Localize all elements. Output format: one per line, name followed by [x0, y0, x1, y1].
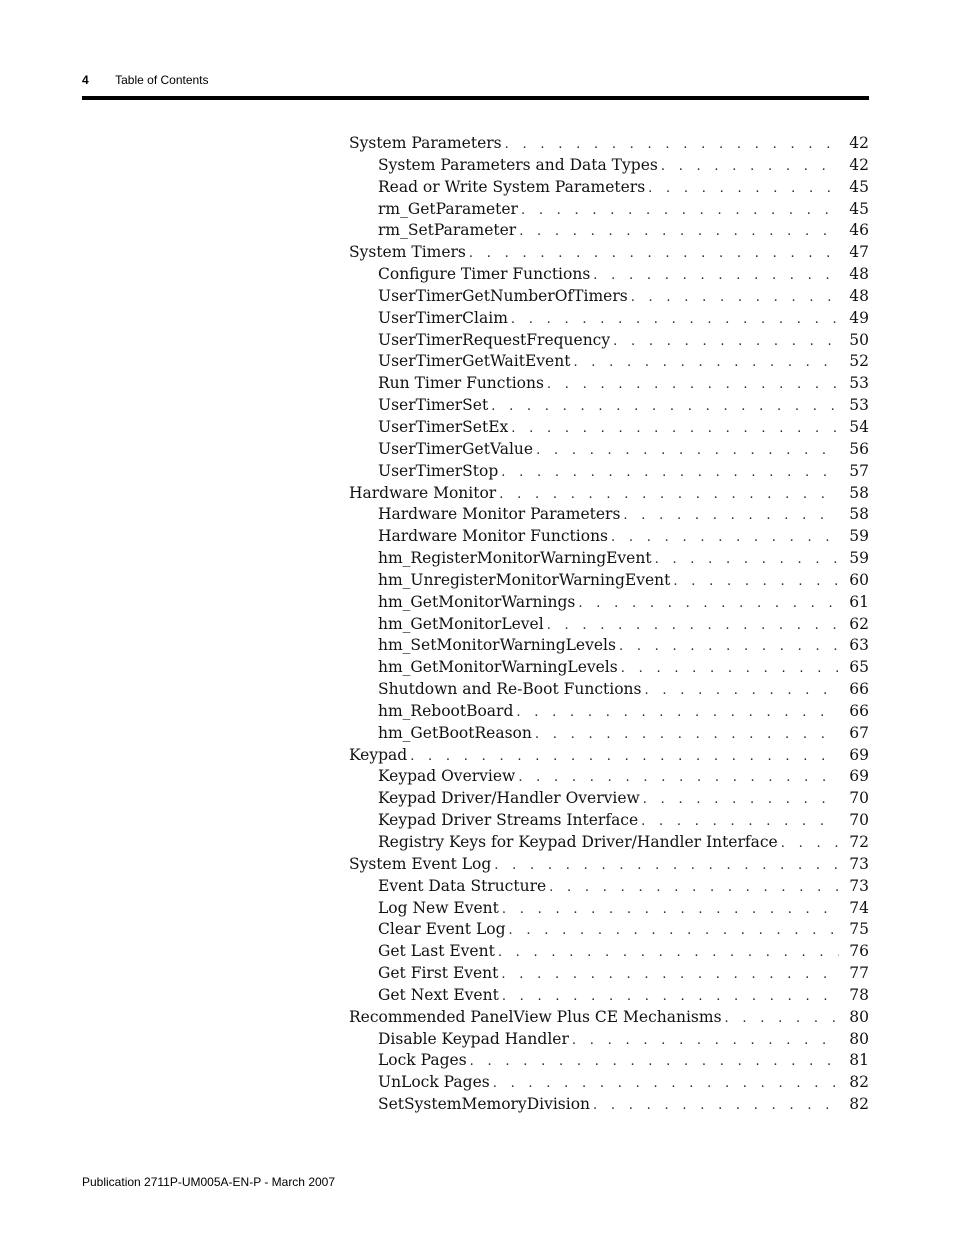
toc-subsection-entry[interactable]	[349, 1051, 869, 1073]
toc-entry-title: System Parameters	[349, 134, 502, 152]
toc-subsection-entry[interactable]	[349, 462, 869, 484]
toc-entry-page: 76	[849, 942, 869, 961]
toc-section-entry[interactable]	[349, 134, 869, 156]
toc-entry-title: Get Next Event	[378, 985, 499, 1004]
toc-entry-page: 69	[849, 745, 869, 764]
dot-leader	[593, 1098, 839, 1113]
page-number: 4	[82, 73, 89, 87]
dot-leader	[519, 224, 839, 239]
toc-subsection-entry[interactable]	[349, 396, 869, 418]
toc-entry-page: 81	[849, 1051, 869, 1070]
toc-entry-page: 72	[849, 833, 869, 851]
dot-leader	[644, 683, 839, 698]
dot-leader	[611, 530, 839, 545]
toc-entry-title: Clear Event Log	[378, 920, 506, 939]
dot-leader	[470, 1054, 839, 1069]
toc-subsection-entry[interactable]	[349, 920, 869, 942]
toc-section-entry[interactable]	[349, 746, 869, 768]
toc-entry-title: Registry Keys for Keypad Driver/Handler Interface	[378, 833, 778, 851]
publication-footer: Publication 2711P-UM005A-EN-P - March 2007	[82, 1175, 336, 1189]
toc-entry-title: Disable Keypad Handler	[378, 1029, 569, 1048]
toc-entry-page: 48	[849, 286, 869, 305]
toc-subsection-entry[interactable]	[349, 178, 869, 200]
toc-subsection-entry[interactable]	[349, 899, 869, 921]
dot-leader	[536, 443, 839, 458]
dot-leader	[621, 661, 839, 676]
toc-entry-title: Shutdown and Re-Boot Functions	[378, 680, 642, 699]
dot-leader	[509, 923, 840, 938]
dot-leader	[521, 203, 839, 218]
toc-entry-title: Hardware Monitor	[349, 483, 497, 502]
toc-entry-page: 82	[849, 1073, 869, 1092]
toc-subsection-entry[interactable]	[349, 877, 869, 899]
dot-leader	[502, 989, 839, 1004]
toc-entry-title: Keypad Driver/Handler Overview	[378, 789, 640, 808]
toc-entry-title: hm_GetMonitorLevel	[378, 614, 544, 633]
toc-subsection-entry[interactable]	[349, 702, 869, 724]
header-rule	[82, 96, 869, 100]
toc-entry-title: hm_GetMonitorWarnings	[378, 592, 576, 611]
toc-entry-page: 54	[849, 417, 869, 436]
toc-entry-page: 58	[849, 505, 869, 524]
dot-leader	[511, 421, 839, 436]
toc-subsection-entry[interactable]	[349, 309, 869, 331]
toc-entry-title: Log New Event	[378, 898, 499, 917]
toc-subsection-entry[interactable]	[349, 221, 869, 243]
dot-leader	[781, 836, 839, 851]
toc-subsection-entry[interactable]	[349, 549, 869, 571]
toc-entry-page: 77	[849, 964, 869, 983]
toc-entry-title: UserTimerGetNumberOfTimers	[378, 286, 628, 305]
toc-subsection-entry[interactable]	[349, 200, 869, 222]
dot-leader	[505, 137, 839, 152]
toc-entry-page: 48	[849, 265, 869, 284]
toc-entry-title: Recommended PanelView Plus CE Mechanisms	[349, 1007, 722, 1026]
dot-leader	[499, 487, 839, 502]
dot-leader	[494, 858, 839, 873]
toc-entry-title: UserTimerGetWaitEvent	[378, 352, 571, 371]
section-title: Table of Contents	[115, 73, 209, 87]
toc-subsection-entry[interactable]	[349, 156, 869, 178]
toc-entry-page: 45	[849, 177, 869, 196]
toc-subsection-entry[interactable]	[349, 331, 869, 353]
toc-entry-title: UserTimerStop	[378, 461, 499, 480]
toc-subsection-entry[interactable]	[349, 964, 869, 986]
toc-subsection-entry[interactable]	[349, 440, 869, 462]
toc-subsection-entry[interactable]	[349, 789, 869, 811]
toc-entry-page: 67	[849, 723, 869, 742]
toc-entry-title: Hardware Monitor Parameters	[378, 505, 621, 524]
toc-entry-title: Lock Pages	[378, 1051, 467, 1070]
toc-subsection-entry[interactable]	[349, 265, 869, 287]
toc-entry-title: Configure Timer Functions	[378, 265, 591, 284]
table-of-contents	[349, 134, 869, 1117]
toc-entry-page: 66	[849, 680, 869, 699]
toc-subsection-entry[interactable]	[349, 1095, 869, 1117]
toc-entry-title: UserTimerClaim	[378, 308, 508, 327]
toc-entry-page: 80	[849, 1007, 869, 1026]
dot-leader	[648, 181, 839, 196]
toc-section-entry[interactable]	[349, 243, 869, 265]
toc-entry-title: rm_SetParameter	[378, 221, 517, 240]
toc-entry-page: 66	[849, 701, 869, 720]
toc-entry-page: 53	[849, 396, 869, 415]
toc-subsection-entry[interactable]	[349, 1030, 869, 1052]
toc-entry-title: Keypad Driver Streams Interface	[378, 811, 639, 830]
toc-entry-title: hm_UnregisterMonitorWarningEvent	[378, 570, 671, 589]
toc-entry-page: 53	[849, 374, 869, 393]
toc-subsection-entry[interactable]	[349, 942, 869, 964]
toc-section-entry[interactable]	[349, 1008, 869, 1030]
dot-leader	[641, 814, 839, 829]
toc-subsection-entry[interactable]	[349, 767, 869, 789]
dot-leader	[501, 465, 839, 480]
toc-entry-page: 74	[849, 898, 869, 917]
toc-subsection-entry[interactable]	[349, 527, 869, 549]
dot-leader	[547, 618, 839, 633]
dot-leader	[549, 880, 839, 895]
toc-subsection-entry[interactable]	[349, 593, 869, 615]
toc-subsection-entry[interactable]	[349, 636, 869, 658]
toc-entry-page: 75	[849, 920, 869, 939]
toc-entry-title: Event Data Structure	[378, 876, 547, 895]
dot-leader	[491, 399, 839, 414]
toc-entry-title: UserTimerSet	[378, 396, 489, 415]
dot-leader	[501, 967, 839, 982]
toc-entry-page: 52	[849, 352, 869, 371]
toc-subsection-entry[interactable]	[349, 680, 869, 702]
dot-leader	[673, 574, 839, 589]
toc-entry-page: 47	[849, 243, 869, 262]
toc-entry-page: 70	[849, 811, 869, 830]
toc-entry-page: 49	[849, 308, 869, 327]
toc-subsection-entry[interactable]	[349, 287, 869, 309]
dot-leader	[518, 770, 839, 785]
dot-leader	[511, 312, 839, 327]
dot-leader	[623, 508, 839, 523]
dot-leader	[498, 945, 839, 960]
toc-subsection-entry[interactable]	[349, 352, 869, 374]
dot-leader	[655, 552, 839, 567]
toc-entry-title: System Timers	[349, 243, 466, 262]
toc-entry-title: Get First Event	[378, 964, 499, 983]
dot-leader	[547, 377, 839, 392]
dot-leader	[572, 1033, 839, 1048]
toc-entry-page: 73	[849, 854, 869, 873]
dot-leader	[573, 355, 839, 370]
toc-subsection-entry[interactable]	[349, 418, 869, 440]
toc-entry-title: Keypad Overview	[378, 767, 516, 786]
toc-entry-title: rm_GetParameter	[378, 199, 518, 218]
toc-entry-title: System Parameters and Data Types	[378, 155, 658, 174]
toc-entry-page: 42	[849, 155, 869, 174]
toc-entry-page: 82	[849, 1095, 869, 1114]
toc-subsection-entry[interactable]	[349, 724, 869, 746]
toc-entry-page: 45	[849, 199, 869, 218]
toc-entry-title: Hardware Monitor Functions	[378, 527, 609, 546]
toc-subsection-entry[interactable]	[349, 374, 869, 396]
toc-entry-page: 65	[849, 658, 869, 677]
dot-leader	[725, 1011, 839, 1026]
dot-leader	[631, 290, 839, 305]
toc-entry-title: hm_RegisterMonitorWarningEvent	[378, 549, 652, 568]
toc-entry-page: 69	[849, 767, 869, 786]
toc-entry-title: hm_RebootBoard	[378, 701, 514, 720]
dot-leader	[661, 159, 839, 174]
toc-entry-title: UserTimerRequestFrequency	[378, 330, 611, 349]
toc-subsection-entry[interactable]	[349, 505, 869, 527]
toc-entry-title: Read or Write System Parameters	[378, 177, 646, 196]
toc-entry-page: 59	[849, 549, 869, 568]
dot-leader	[469, 246, 839, 261]
toc-entry-title: System Event Log	[349, 854, 492, 873]
toc-entry-page: 73	[849, 876, 869, 895]
toc-entry-title: UnLock Pages	[378, 1073, 490, 1092]
toc-entry-page: 70	[849, 789, 869, 808]
toc-entry-title: UserTimerGetValue	[378, 439, 534, 458]
toc-section-entry[interactable]	[349, 855, 869, 877]
dot-leader	[535, 727, 839, 742]
toc-entry-title: SetSystemMemoryDivision	[378, 1095, 591, 1114]
toc-subsection-entry[interactable]	[349, 658, 869, 680]
dot-leader	[578, 596, 839, 611]
toc-subsection-entry[interactable]	[349, 615, 869, 637]
toc-entry-page: 63	[849, 636, 869, 655]
toc-entry-title: UserTimerSetEx	[378, 417, 509, 436]
toc-entry-title: Run Timer Functions	[378, 374, 544, 393]
toc-section-entry[interactable]	[349, 484, 869, 506]
toc-entry-page: 59	[849, 527, 869, 546]
toc-entry-title: hm_SetMonitorWarningLevels	[378, 636, 616, 655]
dot-leader	[613, 334, 839, 349]
toc-subsection-entry[interactable]	[349, 811, 869, 833]
toc-subsection-entry[interactable]	[349, 1073, 869, 1095]
toc-entry-page: 62	[849, 614, 869, 633]
toc-entry-title: Keypad	[349, 745, 408, 764]
toc-entry-page: 57	[849, 461, 869, 480]
toc-entry-page: 42	[849, 134, 869, 152]
toc-entry-page: 56	[849, 439, 869, 458]
toc-entry-page: 58	[849, 483, 869, 502]
toc-subsection-entry[interactable]	[349, 833, 869, 855]
page-header	[82, 73, 209, 89]
toc-entry-title: hm_GetMonitorWarningLevels	[378, 658, 618, 677]
dot-leader	[643, 792, 839, 807]
toc-entry-page: 50	[849, 330, 869, 349]
dot-leader	[516, 705, 839, 720]
dot-leader	[502, 902, 839, 917]
toc-entry-page: 46	[849, 221, 869, 240]
toc-entry-page: 80	[849, 1029, 869, 1048]
toc-entry-title: Get Last Event	[378, 942, 495, 961]
toc-subsection-entry[interactable]	[349, 571, 869, 593]
toc-subsection-entry[interactable]	[349, 986, 869, 1008]
toc-entry-page: 60	[849, 570, 869, 589]
dot-leader	[493, 1076, 839, 1091]
toc-entry-title: hm_GetBootReason	[378, 723, 532, 742]
dot-leader	[619, 639, 839, 654]
toc-entry-page: 78	[849, 985, 869, 1004]
toc-entry-page: 61	[849, 592, 869, 611]
dot-leader	[410, 749, 839, 764]
dot-leader	[593, 268, 839, 283]
